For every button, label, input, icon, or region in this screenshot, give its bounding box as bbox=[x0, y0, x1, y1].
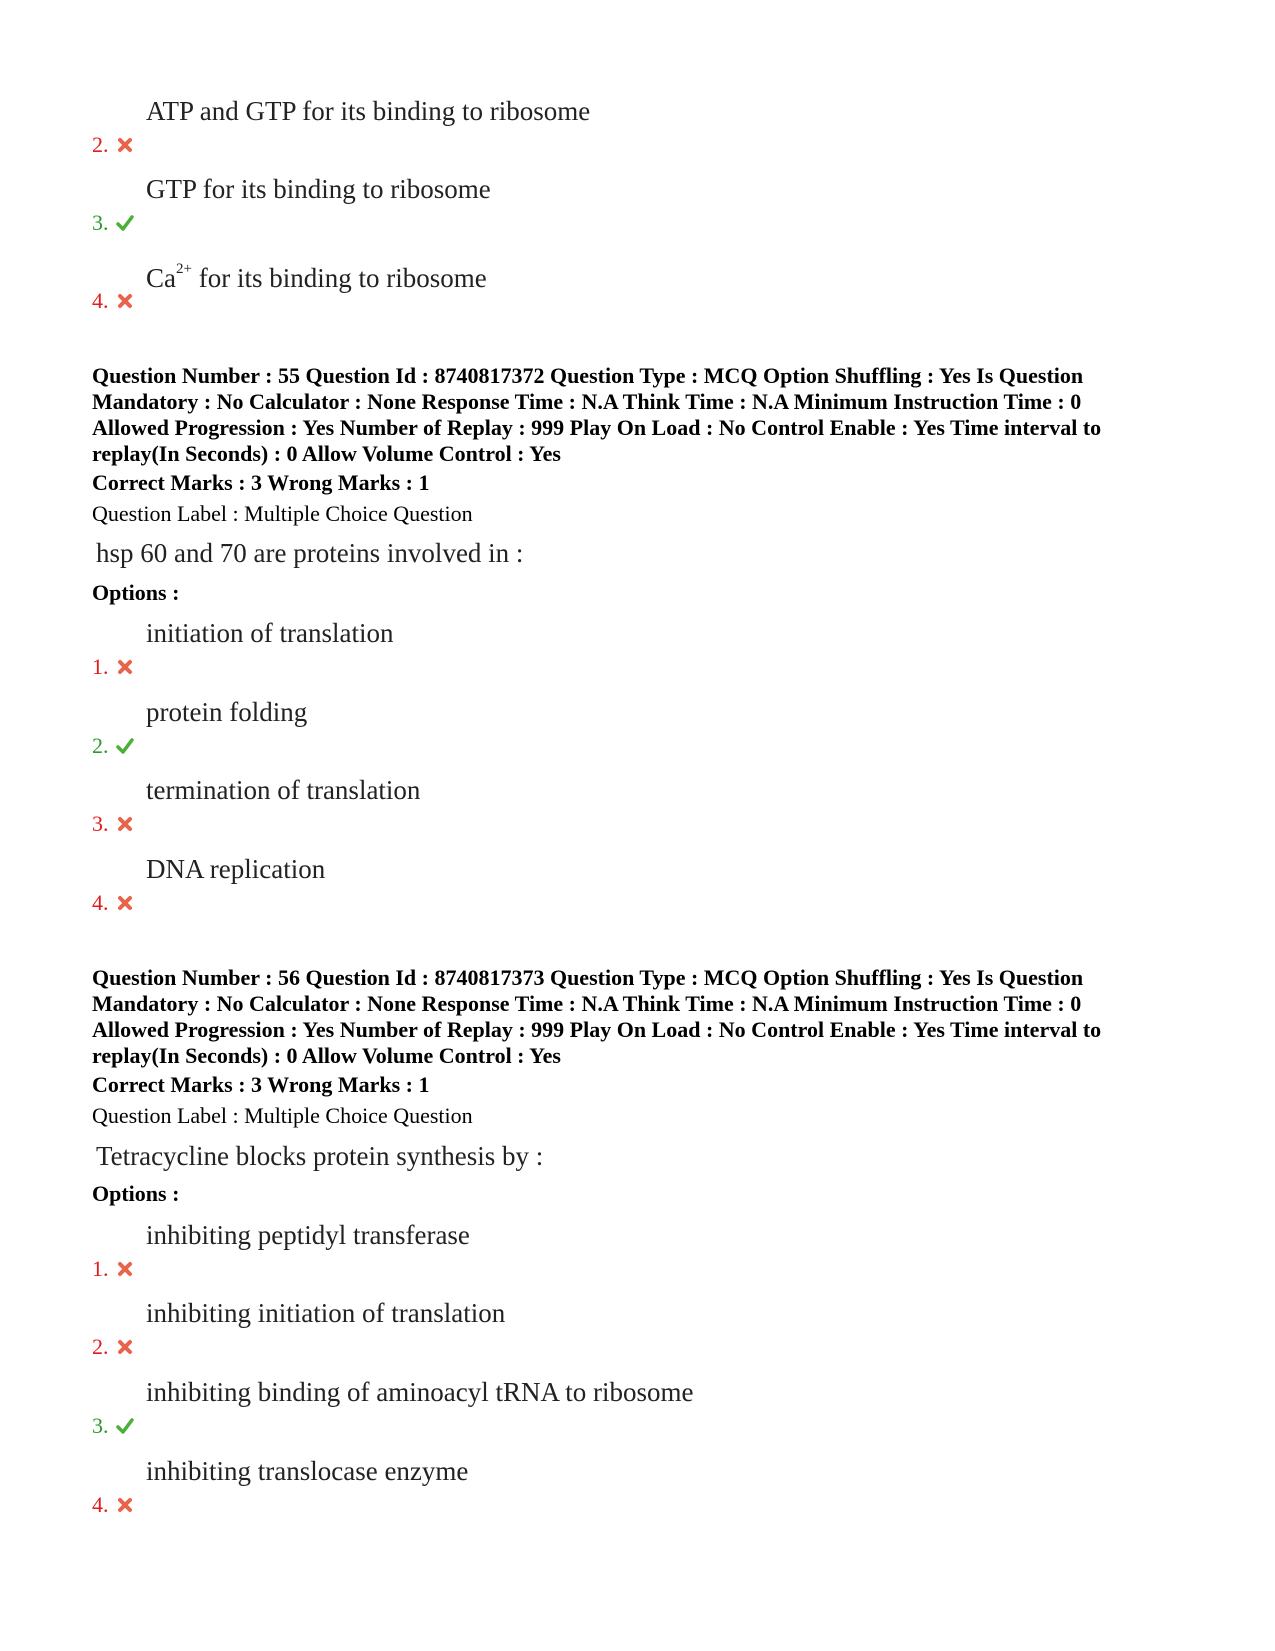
option-text: ATP and GTP for its binding to ribosome bbox=[146, 96, 591, 126]
cross-icon bbox=[116, 1338, 134, 1356]
option-number: 3. bbox=[92, 210, 109, 235]
option-row bbox=[92, 1298, 1092, 1358]
question-marks: Correct Marks : 3 Wrong Marks : 1 bbox=[92, 1072, 430, 1097]
question-text: hsp 60 and 70 are proteins involved in : bbox=[96, 538, 524, 568]
check-icon bbox=[116, 737, 134, 755]
options-header: Options : bbox=[92, 580, 180, 605]
option-number: 4. bbox=[92, 288, 109, 313]
option-row bbox=[92, 1456, 1092, 1516]
option-text: protein folding bbox=[146, 697, 308, 727]
option-row bbox=[92, 854, 1092, 914]
option-number: 4. bbox=[92, 1492, 109, 1517]
option-text: initiation of translation bbox=[146, 618, 394, 648]
option-number: 3. bbox=[92, 1413, 109, 1438]
option-text: termination of translation bbox=[146, 775, 421, 805]
option-text: inhibiting translocase enzyme bbox=[146, 1456, 469, 1486]
option-number: 2. bbox=[92, 733, 109, 758]
option-text: inhibiting initiation of translation bbox=[146, 1298, 506, 1328]
options-header: Options : bbox=[92, 1181, 180, 1206]
option-number: 4. bbox=[92, 890, 109, 915]
option-number: 1. bbox=[92, 1256, 109, 1281]
option-row bbox=[92, 174, 1092, 234]
question-marks: Correct Marks : 3 Wrong Marks : 1 bbox=[92, 470, 430, 495]
cross-icon bbox=[116, 894, 134, 912]
cross-icon bbox=[116, 1496, 134, 1514]
option-row bbox=[92, 252, 1092, 312]
option-text: GTP for its binding to ribosome bbox=[146, 174, 491, 204]
question-text: Tetracycline blocks protein synthesis by : bbox=[96, 1141, 544, 1171]
option-text: inhibiting peptidyl transferase bbox=[146, 1220, 470, 1250]
check-icon bbox=[116, 1417, 134, 1435]
option-text: $Ca^{2+}$ for its binding to ribosome bbox=[146, 261, 487, 293]
option-text: inhibiting binding of aminoacyl tRNA to ribosome bbox=[146, 1377, 694, 1407]
cross-icon bbox=[116, 1260, 134, 1278]
option-row bbox=[92, 96, 1092, 156]
check-icon bbox=[116, 214, 134, 232]
option-number: 1. bbox=[92, 654, 109, 679]
option-number: 2. bbox=[92, 1334, 109, 1359]
question-label: Question Label : Multiple Choice Question bbox=[92, 501, 473, 526]
option-row bbox=[92, 1220, 1092, 1280]
cross-icon bbox=[116, 292, 134, 310]
question-meta: Question Number : 56 Question Id : 8740817373 Question Type : MCQ Option Shuffling : Yes Is Question Mandatory : No Calculator : None Response Time : N.A Think Time : N.A Minimum Instruction Time : 0 Allowed Progression : Yes Number of Replay : 999 Play On Load : No Control Enable : Yes Time interval to replay(In Seconds) : 0 Allow Volume Control : Yes bbox=[92, 965, 1102, 1068]
option-row bbox=[92, 1377, 1092, 1437]
option-row bbox=[92, 697, 1092, 757]
option-text: DNA replication bbox=[146, 854, 326, 884]
option-row bbox=[92, 618, 1092, 678]
cross-icon bbox=[116, 815, 134, 833]
cross-icon bbox=[116, 136, 134, 154]
option-row bbox=[92, 775, 1092, 835]
option-number: 2. bbox=[92, 132, 109, 157]
question-meta: Question Number : 55 Question Id : 8740817372 Question Type : MCQ Option Shuffling : Yes Is Question Mandatory : No Calculator : None Response Time : N.A Think Time : N.A Minimum Instruction Time : 0 Allowed Progression : Yes Number of Replay : 999 Play On Load : No Control Enable : Yes Time interval to replay(In Seconds) : 0 Allow Volume Control : Yes bbox=[92, 363, 1102, 466]
cross-icon bbox=[116, 658, 134, 676]
option-number: 3. bbox=[92, 811, 109, 836]
question-label: Question Label : Multiple Choice Question bbox=[92, 1103, 473, 1128]
